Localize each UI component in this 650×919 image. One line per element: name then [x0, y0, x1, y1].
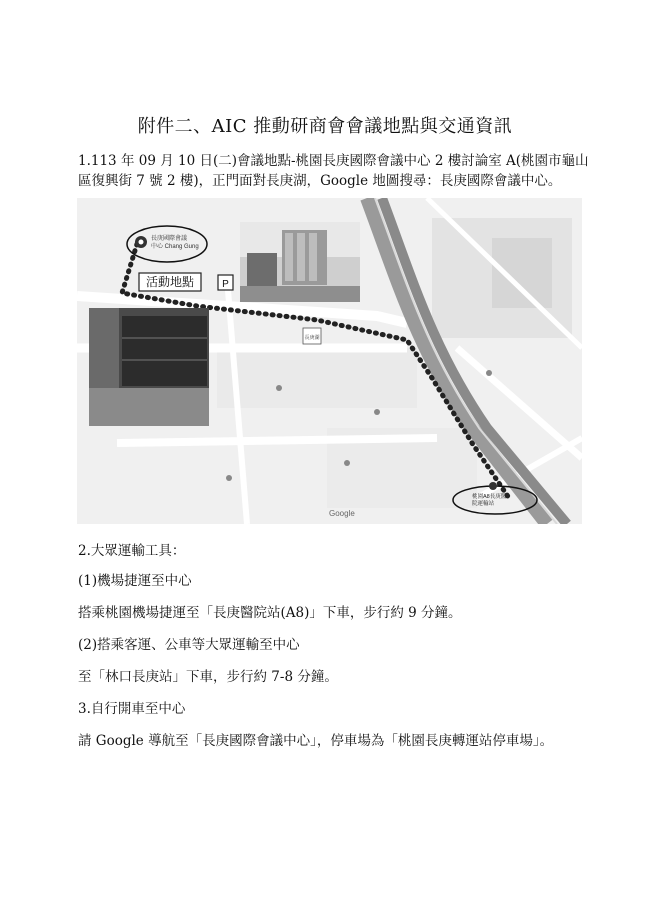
parking-label: P: [222, 279, 229, 290]
map-road: [117, 438, 437, 443]
location-map: [77, 198, 582, 524]
google-logo: Google: [329, 509, 355, 518]
map-poi-icon: [226, 475, 232, 481]
station-pin-icon: [489, 482, 497, 490]
station-label-1: 桃園A8長庚醫: [472, 494, 507, 500]
venue-pin-label-2: 中心 Chang Gung: [151, 244, 199, 250]
subsection-airport-mrt: (1)機場捷運至中心: [78, 573, 192, 589]
building-photo-main: [240, 222, 360, 302]
intro-paragraph: 1.113 年 09 月 10 日(二)會議地點-桃園長庚國際會議中心 2 樓討論室 A(桃園市龜山區復興街 7 號 2 樓)，正門面對長庚湖，Google 地圖搜尋：長庚國際會議中心。: [78, 153, 589, 189]
map-block: [217, 348, 417, 408]
map-poi-icon: [374, 409, 380, 415]
section-driving: 3.自行開車至中心: [78, 701, 186, 717]
airport-mrt-instructions: 搭乘桃園機場捷運至「長庚醫院站(A8)」下車，步行約 9 分鐘。: [78, 605, 462, 621]
page-title: 附件二、AIC 推動研商會會議地點與交通資訊: [137, 116, 513, 137]
station-label-2: 院運輸站: [472, 501, 495, 507]
map-poi-icon: [276, 385, 282, 391]
section-public-transport: 2.大眾運輸工具：: [78, 543, 186, 559]
map-poi-icon: [486, 370, 492, 376]
subsection-bus: (2)搭乘客運、公車等大眾運輸至中心: [78, 637, 300, 653]
venue-pin-label-1: 長庚國際會議: [151, 236, 188, 242]
driving-instructions: 請 Google 導航至「長庚國際會議中心」，停車場為「桃園長庚轉運站停車場」。: [78, 733, 554, 749]
venue-label: 活動地點: [145, 275, 195, 289]
building-photo-entrance: [89, 308, 209, 426]
building-sign-label: 長庚湖: [304, 335, 320, 341]
venue-pin-icon: [135, 236, 147, 248]
bus-instructions: 至「林口長庚站」下車，步行約 7-8 分鐘。: [78, 669, 338, 685]
map-poi-icon: [344, 460, 350, 466]
